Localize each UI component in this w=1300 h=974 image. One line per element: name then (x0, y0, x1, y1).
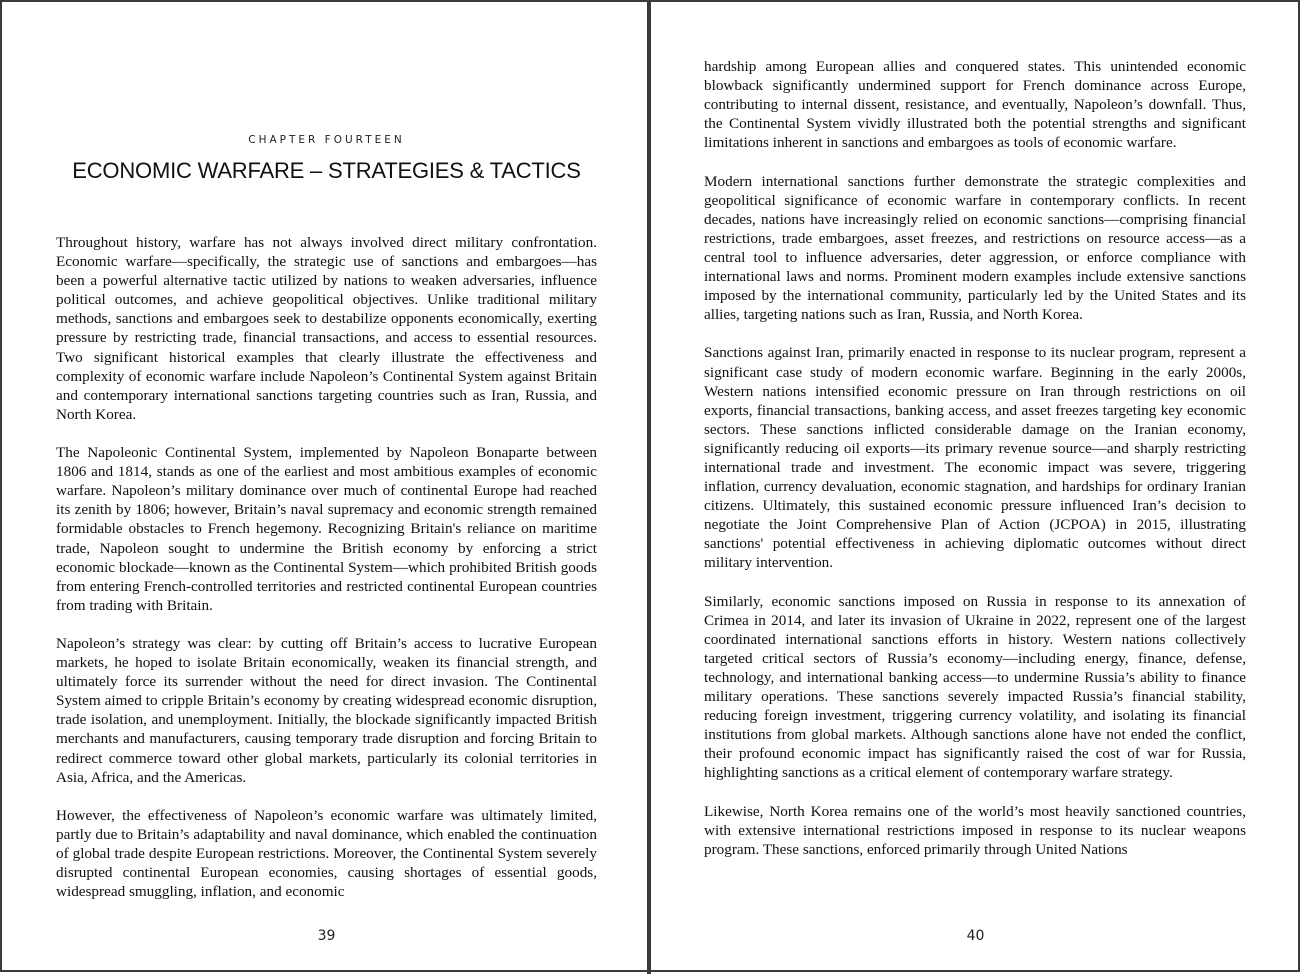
right-body-text (704, 57, 1246, 878)
paragraph: Napoleon’s strategy was clear: by cutting off Britain’s access to lucrative European markets, he hoped to isolate Britain economically, weaken its financial strength, and ultimately force its surrender without the need for direct invasion. The Continental System aimed to cripple Britain’s economy by creating widespread economic disruption, trade isolation, and unemployment. Initially, the blockade significantly impacted British merchants and manufacturers, causing temporary trade disruption and forcing Britain to redirect commerce toward other global markets, particularly its colonial territories in Asia, Africa, and the Americas. (56, 634, 597, 786)
paragraph: Modern international sanctions further demonstrate the strategic complexities and geopolitical significance of economic warfare in contemporary conflicts. In recent decades, nations have increasingly relied on economic sanctions—comprising financial restrictions, trade embargoes, asset freezes, and restrictions on resource access—as a central tool to influence adversaries, deter aggression, or enforce compliance with international laws and norms. Prominent modern examples include extensive sanctions imposed by the international community, particularly led by the United States and its allies, targeting nations such as Iran, Russia, and North Korea. (704, 172, 1246, 324)
right-page (651, 0, 1300, 972)
paragraph: Likewise, North Korea remains one of the world’s most heavily sanctioned countries, with extensive international restrictions imposed in response to its nuclear weapons program. These sanctions, enforced primarily through United Nations (704, 802, 1246, 858)
page-number-left: 39 (317, 928, 336, 944)
chapter-label: CHAPTER FOURTEEN (248, 134, 405, 146)
paragraph: However, the effectiveness of Napoleon’s economic warfare was ultimately limited, partly due to Britain’s adaptability and naval dominance, which enabled the continuation of global trade despite European restrictions. Moreover, the Continental System severely disrupted continental European economies, causing shortages of essential goods, widespread smuggling, inflation, and economic (56, 806, 597, 901)
page-number-right: 40 (966, 928, 985, 944)
paragraph: Sanctions against Iran, primarily enacted in response to its nuclear program, represent a significant case study of modern economic warfare. Beginning in the early 2000s, Western nations intensified economic pressure on Iran through restrictions on oil exports, financial transactions, banking access, and asset freezes targeting key economic sectors. These sanctions inflicted considerable damage on the Iranian economy, significantly reducing oil exports—its primary revenue source—and sharply restricting international trade and investment. The economic impact was severe, triggering inflation, currency devaluation, economic stagnation, and hardships for ordinary Iranian citizens. Ultimately, this sustained economic pressure influenced Iran’s decision to negotiate the Joint Comprehensive Plan of Action (JCPOA) in 2015, illustrating sanctions' potential effectiveness in achieving diplomatic outcomes without direct military intervention. (704, 344, 1246, 572)
paragraph: Throughout history, warfare has not always involved direct military confrontation. Economic warfare—specifically, the strategic use of sanctions and embargoes—has been a powerful alternative tactic utilized by nations to weaken adversaries, influence political outcomes, and achieve geopolitical objectives. Unlike traditional military methods, sanctions and embargoes seek to destabilize opponents economically, exerting pressure by restricting trade, financial transactions, and access to essential resources. Two significant historical examples that clearly illustrate the effectiveness and complexity of economic warfare include Napoleon’s Continental System against Britain and contemporary international sanctions targeting countries such as Iran, Russia, and North Korea. (56, 234, 597, 423)
left-page (0, 0, 649, 972)
left-body-text (56, 233, 597, 920)
paragraph: The Napoleonic Continental System, implemented by Napoleon Bonaparte between 1806 and 1814, stands as one of the earliest and most ambitious examples of economic warfare. Napoleon’s military dominance over much of continental Europe had reached its zenith by 1806; however, Britain’s naval supremacy and economic strength remained formidable obstacles to French hegemony. Recognizing Britain's reliance on maritime trade, Napoleon sought to undermine the British economy by enforcing a strict economic blockade—known as the Continental System—which prohibited British goods from entering French-controlled territories and restricted continental European countries from trading with Britain. (56, 444, 597, 614)
chapter-title: ECONOMIC WARFARE – STRATEGIES & TACTICS (72, 158, 581, 183)
paragraph: Similarly, economic sanctions imposed on Russia in response to its annexation of Crimea in 2014, and later its invasion of Ukraine in 2022, represent one of the largest coordinated international sanctions efforts in history. Western nations collectively targeted critical sectors of Russia’s economy—including energy, finance, defense, technology, and international banking access—to undermine Russia’s ability to finance military operations. These sanctions severely impacted Russia’s financial stability, reducing foreign investment, triggering currency volatility, and isolating its financial institutions from global markets. Although sanctions alone have not ended the conflict, their profound economic impact has significantly raised the cost of war for Russia, highlighting sanctions as a critical element of contemporary warfare strategy. (704, 592, 1246, 782)
paragraph: hardship among European allies and conquered states. This unintended economic blowback significantly undermined support for French dominance across Europe, contributing to internal dissent, resistance, and eventually, Napoleon’s downfall. Thus, the Continental System vividly illustrated both the potential strengths and significant limitations inherent in sanctions and embargoes as tools of economic warfare. (704, 58, 1246, 152)
